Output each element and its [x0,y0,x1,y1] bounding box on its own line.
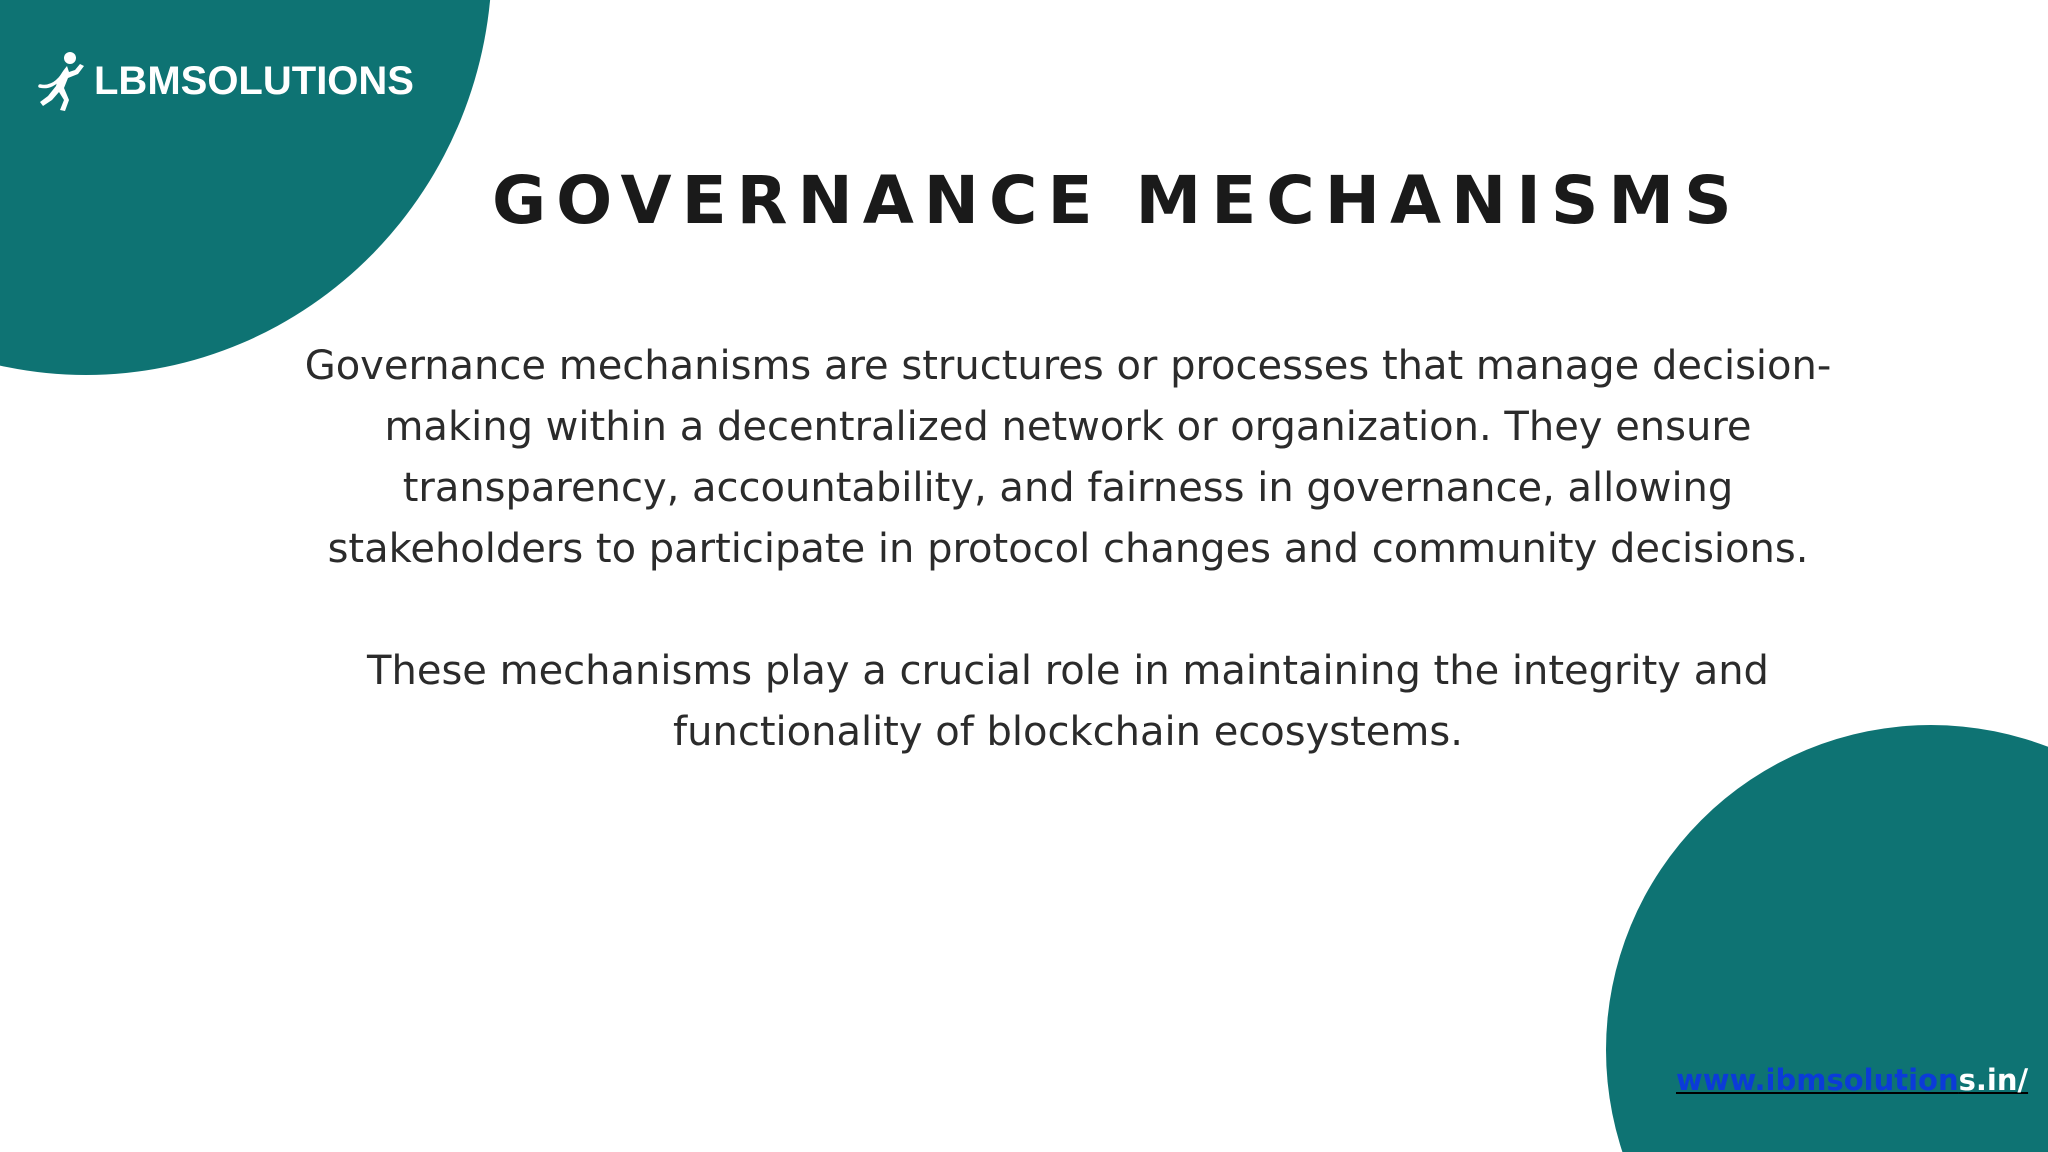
running-person-icon [34,50,88,112]
body-paragraph-2: These mechanisms play a crucial role in maintaining the integrity and functionality of blockchain ecosystems. [367,648,1769,755]
website-link-part-1: www.ibmsolution [1676,1063,1959,1097]
slide-title: GOVERNANCE MECHANISMS [492,162,1742,239]
slide-body [300,336,1836,763]
brand-logo [34,50,414,112]
body-paragraph-1: Governance mechanisms are structures or processes that manage decision-making within a decentralized network or organization. They ensure transparency, accountability, and fairness in governance, allowing stakeholders to participate in protocol changes and community decisions. [304,343,1832,572]
logo-text: LBMSOLUTIONS [94,59,414,103]
website-link[interactable] [1676,1063,2029,1097]
website-link-part-2: s.in/ [1958,1063,2029,1097]
